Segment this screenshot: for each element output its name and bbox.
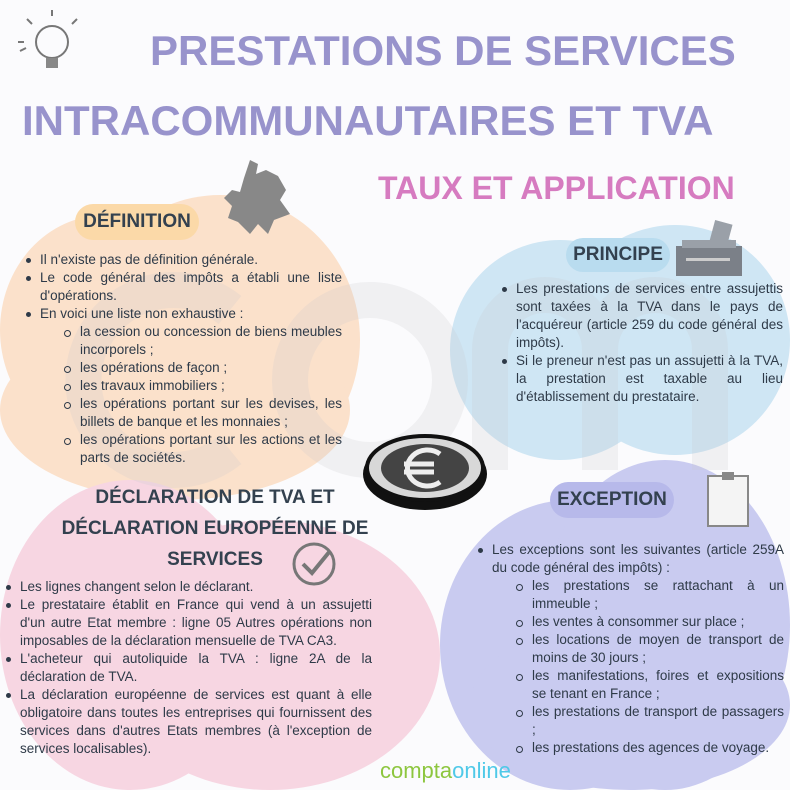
list-item: Il n'existe pas de définition générale. xyxy=(22,251,342,269)
sub-list-item: les opérations portant sur les actions et les parts de sociétés. xyxy=(58,431,342,467)
subtitle: TAUX ET APPLICATION xyxy=(378,170,735,206)
logo-part-compta: compta xyxy=(380,758,453,783)
ballot-box-icon xyxy=(672,220,747,278)
note-paper-icon xyxy=(702,470,754,530)
sub-list-item: la cession ou concession de biens meubles incorporels ; xyxy=(58,323,342,359)
list-item-text: Les exceptions sont les suivantes (article 259A du code général des impôts) : xyxy=(492,542,784,575)
lightbulb-icon xyxy=(12,8,82,78)
title-line-1: PRESTATIONS DE SERVICES xyxy=(150,27,736,74)
list-item: Le code général des impôts a établi une liste d'opérations. xyxy=(22,269,342,305)
declaration-heading: DÉCLARATION DE TVA ET DÉCLARATION EUROPÉENNE DE SERVICES xyxy=(61,487,369,570)
list-item xyxy=(22,305,342,467)
title-line-2: INTRACOMMUNAUTAIRES ET TVA xyxy=(22,97,714,144)
list-item: La déclaration européenne de services est quant à elle obligatoire dans toutes les entreprises qui fournissent des services dans d'autres Etats membres (à l'exception de services localisables). xyxy=(2,686,372,758)
principe-heading: PRINCIPE xyxy=(573,244,663,265)
definition-heading: DÉFINITION xyxy=(83,211,191,232)
logo-part-online: online xyxy=(452,758,511,783)
sub-list-item: les opérations de façon ; xyxy=(58,359,342,377)
list-item-text: En voici une liste non exhaustive : xyxy=(40,306,244,321)
sub-list-item: les prestations des agences de voyage. xyxy=(510,739,784,757)
definition-list xyxy=(22,251,342,467)
sub-list-item: les prestations de transport de passagers ; xyxy=(510,703,784,739)
list-item: Les prestations de services entre assujettis sont taxées à la TVA dans le pays de l'acquéreur (article 259 du code général des impôts). xyxy=(498,280,783,352)
sub-list-item: les manifestations, foires et expositions se tenant en France ; xyxy=(510,667,784,703)
sub-list-item: les opérations portant sur les devises, les billets de banque et les monnaies ; xyxy=(58,395,342,431)
sub-list-item: les locations de moyen de transport de moins de 30 jours ; xyxy=(510,631,784,667)
sub-list-item: les ventes à consommer sur place ; xyxy=(510,613,784,631)
compta-online-logo[interactable] xyxy=(380,758,511,784)
exception-heading: EXCEPTION xyxy=(557,489,667,510)
principe-list xyxy=(498,280,783,406)
list-item xyxy=(474,541,784,757)
list-item: Si le preneur n'est pas un assujetti à la TVA, la prestation est taxable au lieu d'établissement du prestataire. xyxy=(498,352,783,406)
list-item: Les lignes changent selon le déclarant. xyxy=(2,578,372,596)
exception-list xyxy=(474,541,784,757)
list-item: L'acheteur qui autoliquide la TVA : ligne 2A de la déclaration de TVA. xyxy=(2,650,372,686)
sub-list-item: les prestations se rattachant à un immeuble ; xyxy=(510,577,784,613)
declaration-list xyxy=(2,578,372,758)
sub-list-item: les travaux immobiliers ; xyxy=(58,377,342,395)
list-item: Le prestataire établit en France qui vend à un assujetti d'un autre Etat membre : ligne 05 Autres opérations non imposables de la déclaration mensuelle de TVA CA3. xyxy=(2,596,372,650)
europe-map-icon xyxy=(210,158,295,238)
